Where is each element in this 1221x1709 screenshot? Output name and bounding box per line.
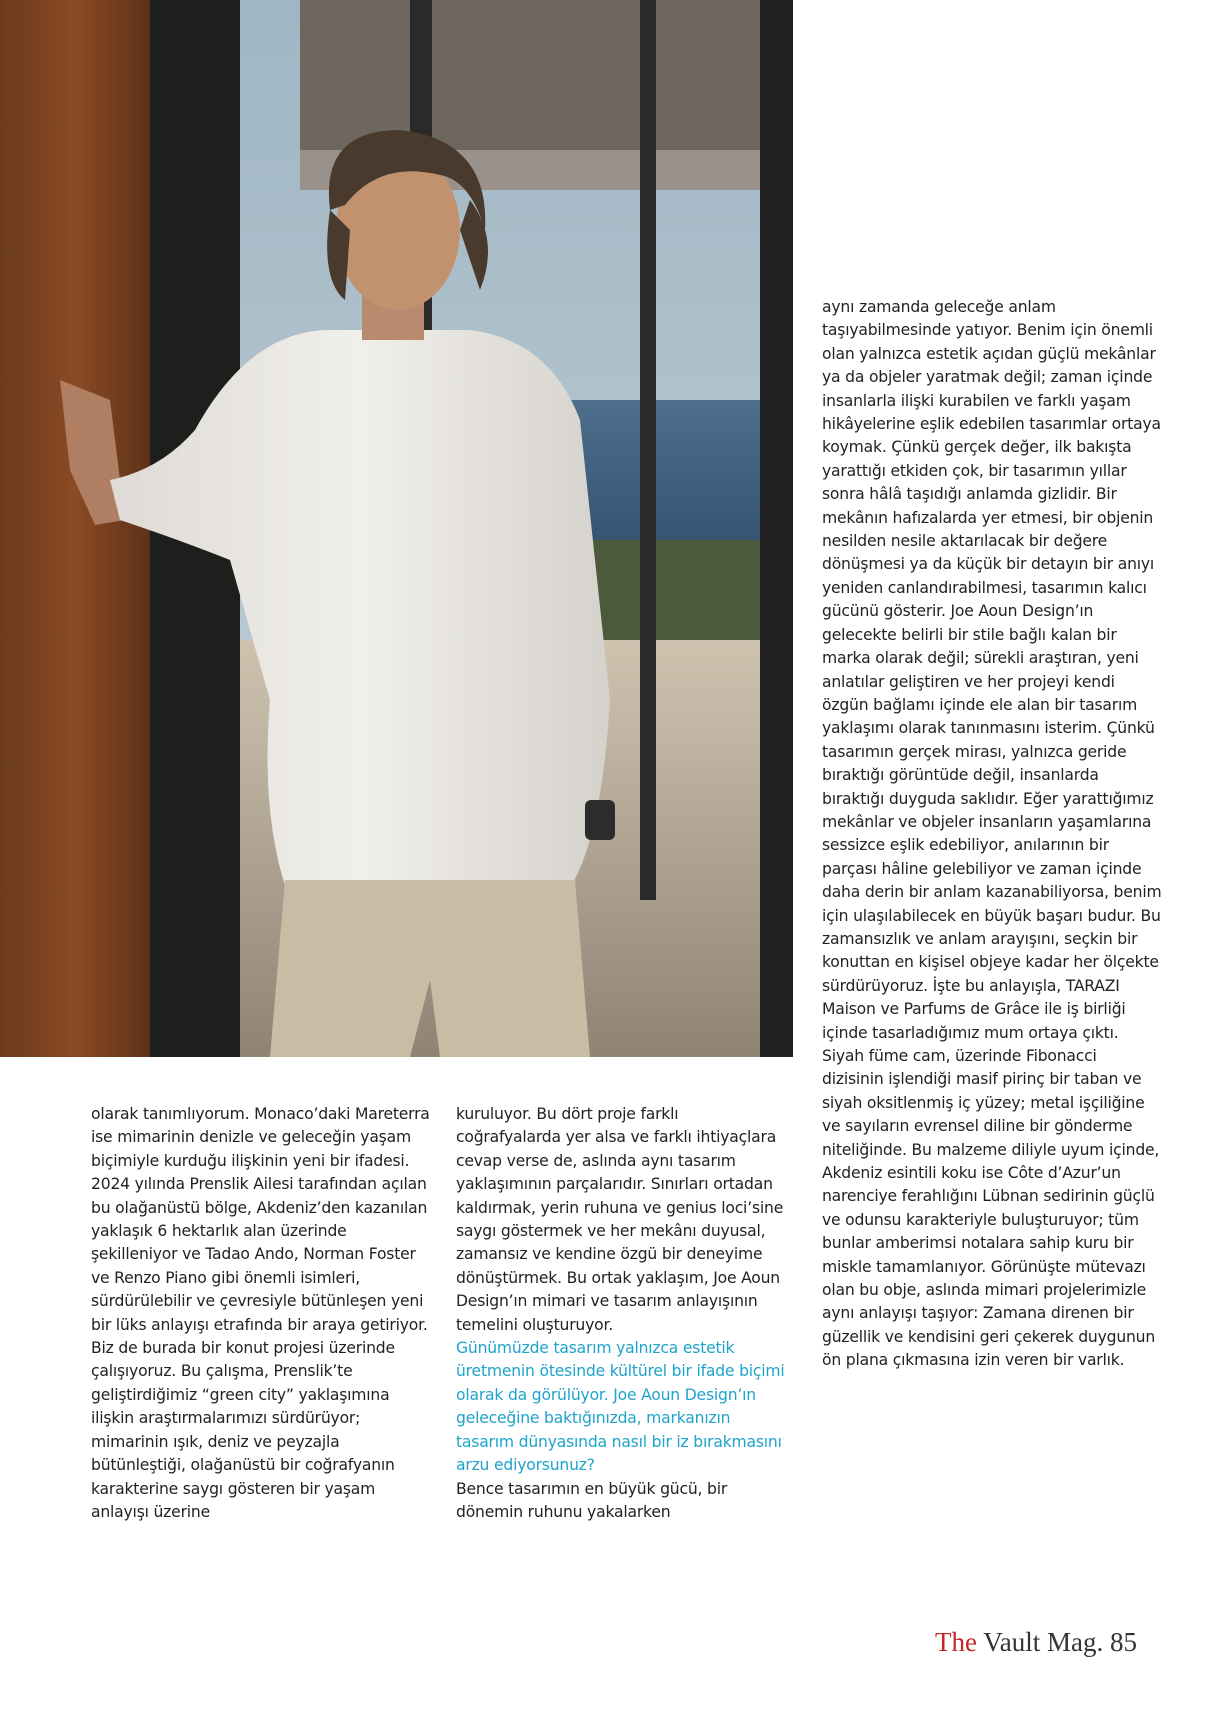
interview-answer: Bence tasarımın en büyük gücü, bir dönemin ruhunu yakalarken <box>456 1479 728 1521</box>
article-column-2 <box>456 1103 788 1524</box>
article-paragraph: aynı zamanda geleceğe anlam taşıyabilmesinde yatıyor. Benim için önemli olan yalnızca estetik açıdan güçlü mekânlar ya da objeler yaratmak değil; zaman içinde insanlarla ilişki kurabilen ve farklı yaşam hikâyelerine eşlik edebilen tasarımlar ortaya koymak. Çünkü gerçek değer, ilk bakışta yarattığı etkiden çok, bir tasarımın yıllar sonra hâlâ taşıdığı anlamda gizlidir. Bir mekânın hafızalarda yer etmesi, bir objenin nesilden nesile aktarılacak bir değere dönüşmesi ya da küçük bir detayın bir anıyı yeniden canlandırabilmesi, tasarımın kalıcı gücünü gösterir. Joe Aoun Design’ın gelecekte belirli bir stile bağlı kalan bir marka olarak değil; sürekli araştıran, yeni anlatılar geliştiren ve her projeyi kendi özgün bağlamı içinde ele alan bir tasarım yaklaşımı olarak tanınmasını isterim. Çünkü tasarımın gerçek mirası, yalnızca geride bıraktığı görüntüde değil, insanlarda bıraktığı duyguda saklıdır. Eğer yarattığımız mekânlar ve objeler insanların yaşamlarına sessizce eşlik edebiliyor, anılarının bir parçası hâline gelebiliyor ve zaman içinde daha derin bir anlam kazanabiliyorsa, benim için ulaşılabilecek en büyük başarı budur. Bu zamansızlık ve anlam arayışını, seçkin bir konuttan en kişisel objeye kadar her ölçekte sürdürüyoruz. İşte bu anlayışla, TARAZI Maison ve Parfums de Grâce ile iş birliği içinde tasarladığımız mum ortaya çıktı. Siyah füme cam, üzerinde Fibonacci dizisinin işlendiği masif pirinç bir taban ve siyah oksitlenmiş iç yüzey; metal işçiliğine ve sayıların evrensel diline bir gönderme niteliğinde. Bu malzeme diliyle uyum içinde, Akdeniz esintili koku ise Côte d’Azur’un narenciye ferahlığını Lübnan sedirinin güçlü ve odunsu karakteriyle buluşturuyor; tüm bunlar amberimsi notalara sahip kuru bir miskle tamamlanıyor. Görünüşte mütevazı olan bu obje, aslında mimari projelerimizle aynı anlayışı taşıyor: Zamana direnen bir güzellik ve kendisini geri çekerek duygunun ön plana çıkmasına izin veren bir varlık. <box>822 298 1162 1370</box>
interview-question: Günümüzde tasarım yalnızca estetik üretmenin ötesinde kültürel bir ifade biçimi olarak da görülüyor. Joe Aoun Design’ın geleceğine baktığınızda, markanızın tasarım dünyasında nasıl bir iz bırakmasını arzu ediyorsunuz? <box>456 1339 785 1475</box>
page-footer <box>935 1627 1137 1658</box>
portrait-illustration <box>0 0 793 1057</box>
magazine-name: Vault Mag. <box>977 1627 1104 1657</box>
page-number: 85 <box>1103 1627 1137 1657</box>
article-paragraph: kuruluyor. Bu dört proje farklı coğrafyalarda yer alsa ve farklı ihtiyaçlara cevap verse de, aslında aynı tasarım yaklaşımının parçalarıdır. Sınırları ortadan kaldırmak, yerin ruhuna ve genius loci’sine saygı göstermek ve her mekânı duyusal, zamansız ve kendine özgü bir deneyime dönüştürmek. Bu ortak yaklaşım, Joe Aoun Design’ın mimari ve tasarım anlayışının temelini oluşturuyor. <box>456 1105 784 1334</box>
article-column-3 <box>822 296 1162 1373</box>
portrait-photo <box>0 0 793 1057</box>
article-paragraph: olarak tanımlıyorum. Monaco’daki Mareterra ise mimarinin denizle ve geleceğin yaşam biçimiyle kurduğu ilişkinin yeni bir ifadesi. 2024 yılında Prenslik Ailesi tarafından açılan bu olağanüstü bölge, Akdeniz’den kazanılan yaklaşık 6 hektarlık alan üzerinde şekilleniyor ve Tadao Ando, Norman Foster ve Renzo Piano gibi önemli isimleri, sürdürülebilir ve çevresiyle bütünleşen yeni bir lüks anlayışı etrafında bir araya getiriyor. Biz de burada bir konut projesi üzerinde çalışıyoruz. Bu çalışma, Prenslik’te geliştirdiğimiz “green city” yaklaşımına ilişkin araştırmalarımızı sürdürüyor; mimarinin ışık, deniz ve peyzajla bütünleştiği, olağanüstü bir coğrafyanın karakterine saygı gösteren bir yaşam anlayışı üzerine <box>91 1105 430 1521</box>
magazine-name-the: The <box>935 1627 977 1657</box>
article-column-1 <box>91 1103 431 1524</box>
